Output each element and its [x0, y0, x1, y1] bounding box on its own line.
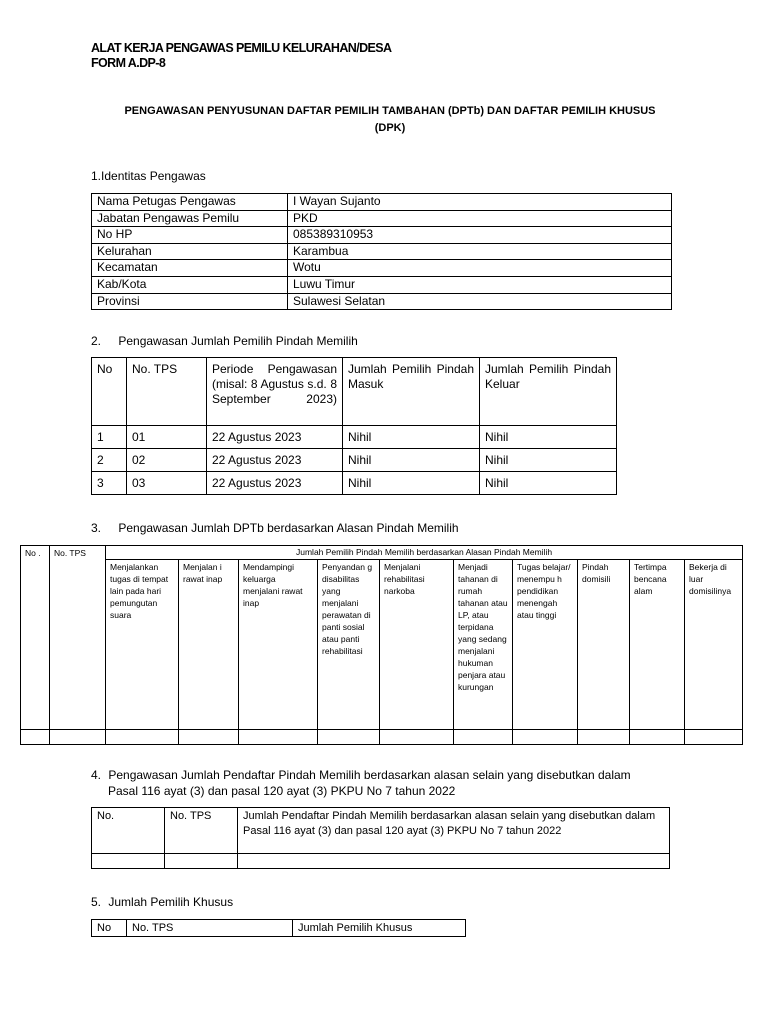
section3-heading: [91, 521, 459, 535]
identity-row: [92, 227, 672, 244]
section4-number: 4.: [91, 768, 102, 782]
table-cell-tps: 01: [127, 426, 207, 449]
reason-header: Bekerja di luar domisilinya: [685, 560, 743, 730]
table-cell-periode: 22 Agustus 2023: [207, 426, 343, 449]
identity-label: Kelurahan: [92, 243, 288, 260]
document-title-line1: PENGAWASAN PENYUSUNAN DAFTAR PEMILIH TAMBAHAN (DPTb) DAN DAFTAR PEMILIH KHUSUS: [124, 105, 656, 117]
identity-row: [92, 260, 672, 277]
identity-value: Karambua: [288, 243, 672, 260]
identity-label: No HP: [92, 227, 288, 244]
col-header-tps: No. TPS: [127, 358, 207, 426]
col-header-masuk: Jumlah Pemilih Pindah Masuk: [343, 358, 480, 426]
section5-number: 5.: [91, 895, 102, 909]
table-cell: [380, 730, 454, 745]
form-code: FORM A.DP-8: [91, 56, 166, 70]
table-cell: [454, 730, 513, 745]
col-header-tps: No. TPS: [127, 920, 293, 937]
table-row: [92, 426, 617, 449]
table-cell: [92, 854, 165, 869]
table-cell: [179, 730, 239, 745]
col-header-tps: No. TPS: [50, 546, 106, 730]
table-cell-keluar: Nihil: [480, 472, 617, 495]
identity-label: Kab/Kota: [92, 276, 288, 293]
document-title: [80, 103, 700, 137]
table-cell-no: 1: [92, 426, 127, 449]
table-row: [92, 854, 670, 869]
table-cell-tps: 02: [127, 449, 207, 472]
group-header-row: [21, 546, 743, 560]
table-header-row: [92, 920, 466, 937]
pindah-memilih-table: [91, 357, 617, 495]
table-cell: [685, 730, 743, 745]
table-cell-periode: 22 Agustus 2023: [207, 449, 343, 472]
section1-heading: 1.Identitas Pengawas: [91, 169, 206, 183]
table-cell: [513, 730, 578, 745]
table-row: [92, 449, 617, 472]
other-reasons-table: [91, 807, 670, 869]
identity-value: Wotu: [288, 260, 672, 277]
reason-header: Menjalani rehabilitasi narkoba: [380, 560, 454, 730]
section4-title-line2: Pasal 116 ayat (3) dan pasal 120 ayat (3) PKPU No 7 tahun 2022: [108, 784, 456, 798]
reason-header: Tugas belajar/ menempu h pendidikan menengah atau tinggi: [513, 560, 578, 730]
reason-header: Penyandan g disabilitas yang menjalani perawatan di panti sosial atau panti rehabilitasi: [318, 560, 380, 730]
section2-number: 2.: [91, 334, 102, 348]
identity-value: PKD: [288, 210, 672, 227]
section3-number: 3.: [91, 521, 102, 535]
section3-title: Pengawasan Jumlah DPTb berdasarkan Alasan Pindah Memilih: [118, 521, 459, 535]
identity-label: Jabatan Pengawas Pemilu: [92, 210, 288, 227]
section5-title: Jumlah Pemilih Khusus: [108, 895, 234, 909]
reason-header: Tertimpa bencana alam: [630, 560, 685, 730]
table-cell-tps: 03: [127, 472, 207, 495]
table-cell: [50, 730, 106, 745]
identity-row: [92, 210, 672, 227]
col-header-no: No: [92, 920, 127, 937]
identity-value: 085389310953: [288, 227, 672, 244]
reason-header: Pindah domisili: [578, 560, 630, 730]
table-cell-masuk: Nihil: [343, 472, 480, 495]
table-cell-no: 2: [92, 449, 127, 472]
table-row: [92, 472, 617, 495]
identity-value: Sulawesi Selatan: [288, 293, 672, 310]
pemilih-khusus-table: [91, 919, 466, 937]
group-header: Jumlah Pemilih Pindah Memilih berdasarkan Alasan Pindah Memilih: [106, 546, 743, 560]
table-header-row: [92, 808, 670, 854]
dptb-reasons-table: [20, 545, 743, 745]
table-cell: [238, 854, 670, 869]
table-cell: [239, 730, 318, 745]
table-header-row: [92, 358, 617, 426]
identity-value: Luwu Timur: [288, 276, 672, 293]
col-header-keluar: Jumlah Pemilih Pindah Keluar: [480, 358, 617, 426]
table-cell: [106, 730, 179, 745]
identity-row: [92, 276, 672, 293]
section4-title-line1: Pengawasan Jumlah Pendaftar Pindah Memilih berdasarkan alasan selain yang disebutkan dalam: [108, 768, 631, 782]
table-cell-masuk: Nihil: [343, 426, 480, 449]
reason-header-row: [21, 560, 743, 730]
section2-title: Pengawasan Jumlah Pemilih Pindah Memilih: [118, 334, 358, 348]
col-header-no: No .: [21, 546, 50, 730]
identity-value: I Wayan Sujanto: [288, 194, 672, 211]
col-header-no: No.: [92, 808, 165, 854]
reason-header: Mendampingi keluarga menjalani rawat inap: [239, 560, 318, 730]
identity-row: [92, 293, 672, 310]
section4-heading: [91, 768, 631, 798]
table-cell: [318, 730, 380, 745]
table-cell-no: 3: [92, 472, 127, 495]
identity-row: [92, 194, 672, 211]
identity-label: Kecamatan: [92, 260, 288, 277]
table-cell-keluar: Nihil: [480, 449, 617, 472]
identity-row: [92, 243, 672, 260]
table-row: [21, 730, 743, 745]
identity-label: Nama Petugas Pengawas: [92, 194, 288, 211]
col-header-tps: No. TPS: [165, 808, 238, 854]
form-agency-title: ALAT KERJA PENGAWAS PEMILU KELURAHAN/DESA: [91, 41, 392, 55]
reason-header: Menjalan i rawat inap: [179, 560, 239, 730]
identity-table: [91, 193, 672, 310]
section5-heading: [91, 895, 233, 909]
reason-header: Menjadi tahanan di rumah tahanan atau LP, atau terpidana yang sedang menjalani hukuman penjara atau kurungan: [454, 560, 513, 730]
identity-label: Provinsi: [92, 293, 288, 310]
table-cell-masuk: Nihil: [343, 449, 480, 472]
section2-heading: [91, 334, 358, 348]
table-cell: [578, 730, 630, 745]
table-cell-periode: 22 Agustus 2023: [207, 472, 343, 495]
col-header-jumlah: Jumlah Pemilih Khusus: [293, 920, 466, 937]
col-header-periode: Periode Pengawasan (misal: 8 Agustus s.d. 8 September 2023): [207, 358, 343, 426]
document-title-line2: (DPK): [374, 122, 406, 134]
table-cell: [630, 730, 685, 745]
col-header-jumlah: Jumlah Pendaftar Pindah Memilih berdasarkan alasan selain yang disebutkan dalam Pasal 116 ayat (3) dan pasal 120 ayat (3) PKPU No 7 tahun 2022: [238, 808, 670, 854]
table-cell-keluar: Nihil: [480, 426, 617, 449]
reason-header: Menjalankan tugas di tempat lain pada hari pemungutan suara: [106, 560, 179, 730]
table-cell: [165, 854, 238, 869]
col-header-no: No: [92, 358, 127, 426]
table-cell: [21, 730, 50, 745]
